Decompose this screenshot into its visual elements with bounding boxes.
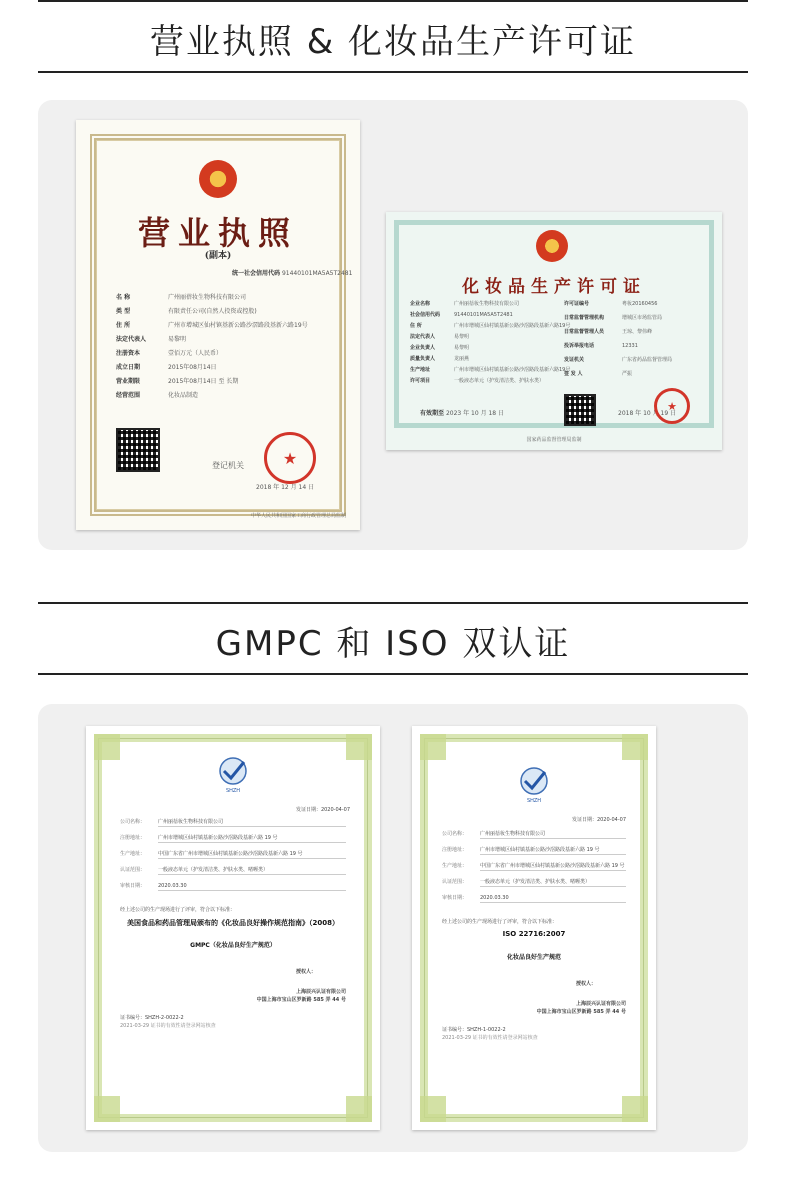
iso-cert-date: 发证日期：2020-04-07 [571,817,626,823]
iso-field-row [442,862,625,869]
permit-field-value: 一般液态单元（护发清洁类、护肤水类） [454,378,545,384]
permit-field-value: 易黎明 [454,334,470,340]
top-divider [38,0,748,2]
permit-right-row [564,370,632,377]
production-permit-image [386,212,722,450]
gmpc-field-label: 生产地址： [120,851,146,857]
gmpc-footer: 2021-03-29 证书的有效性请登录网站核查 [120,1023,216,1029]
gmpc-field-row [120,882,187,889]
gmpc-signatory: 授权人： [295,969,316,975]
permit-field-label: 许可项目 [410,378,431,384]
iso-standard: ISO 22716:2007 [502,930,566,938]
iso-intro: 经上述公司的生产现场进行了评审，符合以下标准： [442,919,558,925]
license-field-value: 有限责任公司(自然人投资或控股) [168,308,257,315]
permit-right-row [564,356,672,363]
credit-code-label: 统一社会信用代码 [232,270,281,277]
license-field-value: 广州市增城区仙村镇基新公路沙滘路段基新六路19号 [168,322,308,329]
permit-right-row [564,342,638,349]
iso-certificate-image [412,726,656,1130]
license-footer: 中华人民共和国国家工商行政管理总局监制 [250,513,346,519]
license-field-value: 广州丽蓓妆生物科技有限公司 [168,294,247,301]
iso-field-row [442,846,600,853]
gmpc-field-value: 2020.03.30 [158,883,187,889]
permit-left-row [410,322,570,329]
license-field-row [116,306,326,315]
credit-code-value: 91440101MA5A5T2481 [281,270,353,277]
permit-left-row [410,366,570,373]
permit-right-row [564,328,652,335]
permit-field-label: 发证机关 [564,357,585,363]
iso-field-value: 中国广东省广州市增城区仙村镇基新公路沙滘路段基新六路 19 号 [480,863,625,869]
permit-field-label: 许可证编号 [564,301,590,307]
registrar-label: 登记机关 [212,461,244,470]
gmpc-intro: 经上述公司的生产现场进行了评审，符合以下标准： [120,907,236,913]
permit-field-label: 企业名称 [410,301,431,307]
iso-issuer-address: 中国上海市宝山区罗新路 585 弄 44 号 [536,1009,626,1015]
permit-field-value: 增城区市场监管局 [622,315,663,321]
permit-seal-icon: ★ [654,388,690,424]
permit-footer: 国家药品监督管理局监制 [526,437,582,443]
permit-left-row [410,344,469,351]
iso-field-value: 广州丽蓓妆生物科技有限公司 [480,831,546,837]
permit-field-value: 12331 [622,343,638,349]
permit-issue-date: 2018 年 10 月 19 日 [618,410,677,417]
permit-title: 化妆品生产许可证 [462,277,646,297]
license-title: 营业执照 [137,214,298,252]
iso-signatory: 授权人： [575,981,596,987]
permit-field-label: 住 所 [410,323,422,329]
permit-field-value: 91440101MA5A5T2481 [454,312,513,318]
iso-field-label: 注册地址： [442,847,468,853]
section-heading-licenses: 营业执照 & 化妆品生产许可证 [149,22,637,62]
permit-field-label: 日常监督管理机构 [564,315,605,321]
section2-heading-divider [38,673,748,675]
permit-field-value: 广州市增城区仙村镇基新公路沙滘路段基新六路19号 [454,323,571,329]
section2-top-divider [38,602,748,604]
certifications-panel [38,704,748,1152]
national-emblem-icon [199,160,237,198]
gmpc-field-label: 认证范围： [120,867,146,873]
iso-field-label: 认证范围： [442,879,468,885]
permit-right-row [564,300,657,307]
iso-field-value: 2020.03.30 [480,895,509,901]
license-field-row [116,334,326,343]
license-field-row [116,292,326,301]
licenses-panel [38,100,748,550]
license-field-value: 化妆品制造 [168,392,199,399]
gmpc-field-row [120,850,303,857]
gmpc-cert-number: 证书编号：SHZH-2-0022-2 [120,1015,184,1021]
gmpc-field-row [120,834,278,841]
gmpc-logo-text: SHZH [225,788,241,794]
permit-field-label: 质量负责人 [410,356,436,362]
license-field-label: 名 称 [116,294,131,301]
heading-divider [38,71,748,73]
gmpc-cert-date: 发证日期：2020-04-07 [295,807,350,813]
iso-field-value: 一般液态单元（护发清洁类、护肤水类、啫喱类） [480,879,591,885]
license-field-label: 营业期限 [116,378,141,385]
iso-field-row [442,830,545,837]
permit-field-value: 广州丽蓓妆生物科技有限公司 [454,301,520,307]
license-field-value: 2015年08月14日 至 长期 [168,378,239,385]
gmpc-field-value: 广州市增城区仙村镇基新公路沙滘路段基新六路 19 号 [158,835,278,841]
gmpc-standard: 美国食品和药品管理局颁布的《化妆品良好操作规范指南》（2008） [127,919,339,927]
valid-label: 有效期至 [420,410,445,417]
permit-field-label: 签 发 人 [564,371,583,377]
business-license-image [76,120,360,530]
permit-field-value: 广东省药品监督管理局 [622,357,673,363]
permit-left-row [410,300,519,307]
valid-date: 2023 年 10 月 18 日 [445,410,505,417]
gmpc-field-value: 一般液态单元（护发清洁类、护肤水类、啫喱类） [158,867,269,873]
iso-field-value: 广州市增城区仙村镇基新公路沙滘路段基新六路 19 号 [480,847,600,853]
permit-field-label: 企业负责人 [410,345,436,351]
permit-field-label: 日常监督管理人员 [564,329,605,335]
license-field-label: 住 所 [116,322,131,329]
section-heading-certifications: GMPC 和 ISO 双认证 [215,624,571,664]
license-field-value: 2015年08月14日 [168,364,217,371]
permit-field-label: 社会信用代码 [410,312,441,318]
gmpc-field-label: 公司名称： [120,819,146,825]
license-field-label: 成立日期 [116,364,141,371]
iso-field-row [442,894,509,901]
permit-emblem-icon [536,230,568,262]
license-field-value: 易黎明 [168,336,187,343]
license-field-label: 注册资本 [116,350,141,357]
gmpc-issuer-address: 中国上海市宝山区罗新路 585 弄 44 号 [256,997,346,1003]
license-field-label: 经营范围 [116,392,141,399]
license-field-label: 类 型 [116,308,131,315]
permit-left-row [410,377,544,384]
permit-field-value: 粤妆20160456 [622,301,658,307]
iso-footer: 2021-03-29 证书的有效性请登录网站核查 [442,1035,538,1041]
permit-right-row [564,314,662,321]
license-field-row [116,348,326,357]
official-seal-icon: ★ [264,432,316,484]
license-date: 2018 年 12 月 14 日 [256,484,315,491]
permit-field-value: 严振 [622,371,633,377]
shzh-logo-icon [517,766,551,796]
permit-field-value: 广州市增城区仙村镇基新公路沙滘路段基新六路19号 [454,367,571,373]
iso-field-label: 生产地址： [442,863,468,869]
shzh-logo-icon [216,756,250,786]
permit-field-label: 法定代表人 [410,334,436,340]
license-field-row [116,376,326,385]
iso-field-label: 公司名称： [442,831,468,837]
gmpc-field-value: 广州丽蓓妆生物科技有限公司 [158,819,224,825]
permit-left-row [410,355,469,362]
gmpc-field-row [120,818,223,825]
gmpc-certificate-image [86,726,380,1130]
license-subtitle: (副本) [204,251,232,261]
iso-logo-text: SHZH [526,798,542,804]
license-field-row [116,320,326,329]
gmpc-issuer: 上海辰兴认证有限公司 [295,989,346,995]
permit-left-row [410,311,513,318]
gmpc-field-label: 审核日期： [120,883,146,889]
permit-field-value: 王琼、黎伟峰 [622,329,653,335]
iso-scope-standard: 化妆品良好生产规范 [506,954,561,961]
license-field-row [116,390,326,399]
license-field-value: 壹佰万元（人民币） [168,350,223,357]
qr-code-icon [116,428,160,472]
permit-left-row [410,333,469,340]
gmpc-field-label: 注册地址： [120,835,146,841]
license-field-row [116,362,326,371]
license-field-label: 法定代表人 [116,336,147,343]
gmpc-scope-standard: GMPC（化妆品良好生产规范） [190,942,276,949]
permit-field-value: 易黎明 [454,345,470,351]
iso-field-label: 审核日期： [442,895,468,901]
permit-field-label: 生产地址 [410,367,431,373]
gmpc-field-row [120,866,268,873]
permit-field-value: 龙丽燕 [454,356,470,362]
permit-field-label: 投诉举报电话 [564,343,595,349]
iso-cert-number: 证书编号：SHZH-1-0022-2 [442,1027,506,1033]
iso-field-row [442,878,590,885]
iso-issuer: 上海辰兴认证有限公司 [575,1001,626,1007]
permit-qr-icon [564,394,596,426]
gmpc-field-value: 中国广东省广州市增城区仙村镇基新公路沙滘路段基新六路 19 号 [158,851,303,857]
